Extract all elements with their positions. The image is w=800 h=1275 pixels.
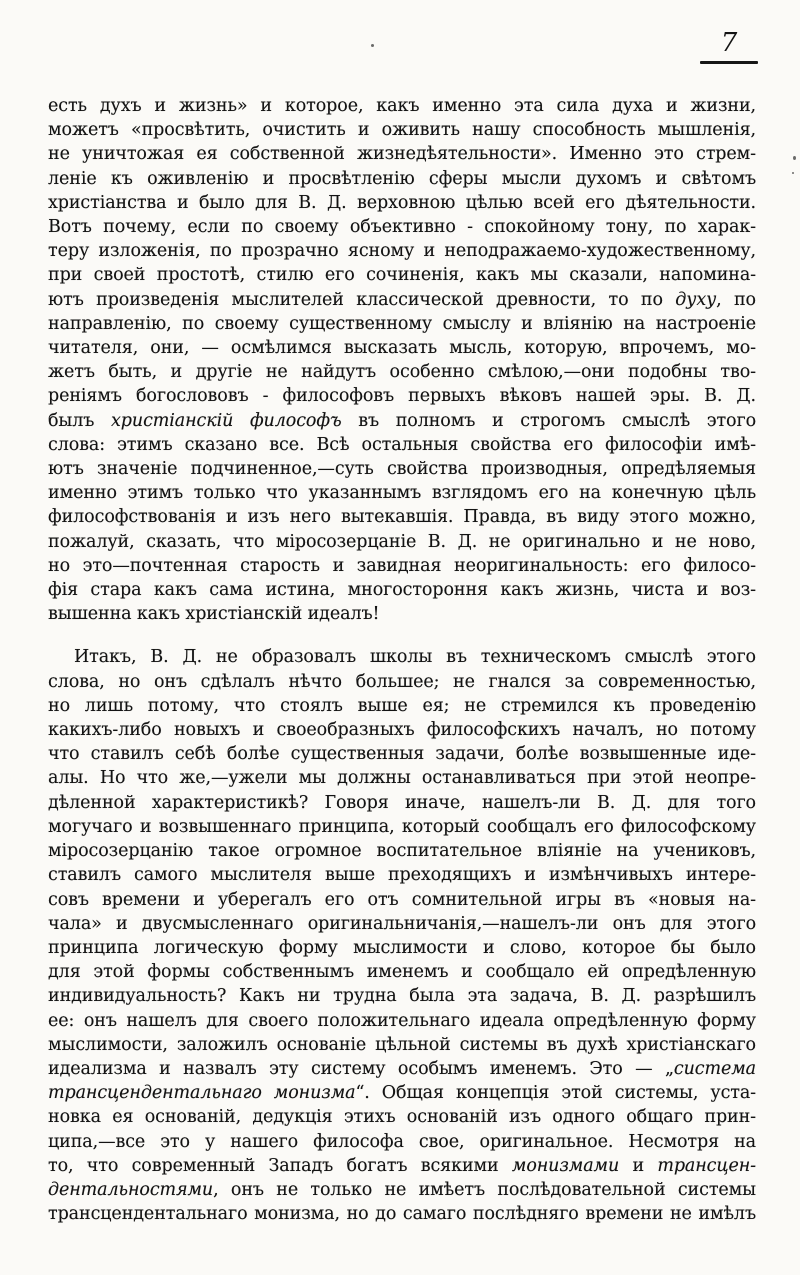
text-segment: что ставилъ себѣ болѣе существенныя задачи, болѣе возвышенные иде- [48, 744, 756, 765]
text-segment: фія стара какъ сама истина, многостороння какъ жизнь, чиста и воз- [48, 580, 756, 601]
text-segment: то, что современный Западъ богатъ всякими [48, 1155, 512, 1176]
text-segment: есть духъ и жизнь» и которое, какъ именно эта сила духа и жизни, [48, 96, 756, 116]
text-segment: при своей простотѣ, стилю его сочиненія, какъ мы сказали, напомина- [48, 265, 756, 286]
text-segment: можетъ «просвѣтить, очистить и оживить нашу способность мышленія, [48, 120, 756, 141]
page-number-block [700, 28, 758, 64]
text-segment: Итакъ, В. Д. не образовалъ школы въ техническомъ смыслѣ этого [74, 647, 756, 668]
text-line [48, 191, 756, 215]
text-segment: именно этимъ только что указаннымъ взглядомъ его на конечную цѣль [48, 483, 756, 504]
text-line [48, 167, 756, 191]
text-line [48, 263, 756, 287]
text-block [48, 94, 756, 1226]
text-segment: индивидуальность? Какъ ни трудна была эта задача, В. Д. разрѣшилъ [48, 986, 756, 1007]
text-segment: какихъ-либо новыхъ и своеобразныхъ философскихъ началъ, но потому [48, 720, 756, 741]
text-line [48, 960, 756, 984]
text-segment: ютъ произведенія мыслителей классической древности, то по [48, 289, 676, 310]
text-line [48, 1057, 756, 1081]
text-line [48, 1009, 756, 1033]
text-line [48, 1081, 756, 1105]
text-line [48, 1202, 756, 1226]
text-segment: былъ [48, 410, 112, 431]
text-segment: трансцендентальнаго монизма, но до самаго послѣдняго времени не имѣлъ [48, 1204, 756, 1225]
text-segment: не уничтожая ея собственной жизнедѣятельности». Именно это стрем- [48, 144, 756, 165]
text-line [48, 215, 756, 239]
text-line [48, 694, 756, 718]
text-segment: направленію, по своему существенному смыслу и вліянію на настроеніе [48, 313, 756, 334]
text-segment: міросозерцанію такое огромное воспитательное вліяніе на учениковъ, [48, 841, 756, 862]
text-segment: , по [716, 289, 756, 310]
text-line [48, 554, 756, 578]
text-line [48, 360, 756, 384]
text-segment: читателя, они, — осмѣлимся высказать мысль, которую, впрочемъ, мо- [48, 338, 756, 359]
text-line [48, 912, 756, 936]
text-segment: ципа,—все это у нашего философа свое, оригинальное. Несмотря на [48, 1131, 756, 1152]
text-line [48, 457, 756, 481]
text-segment: принципа логическую форму мыслимости и слово, которое бы было [48, 937, 756, 958]
italic-text: христіанскій философъ [111, 410, 342, 431]
italic-text: духу [675, 289, 717, 310]
text-line [48, 336, 756, 360]
text-segment: Вотъ почему, если по своему объективно - спокойному тону, по харак- [48, 217, 756, 238]
text-segment: пожалуй, сказать, что міросозерцаніе В. Д. не оригинально и не ново, [48, 531, 756, 552]
italic-text: трансцендентальнаго монизма [48, 1083, 356, 1104]
text-segment: идеализма и назвалъ эту систему особымъ именемъ. Это — „ [48, 1058, 674, 1079]
text-segment: ее: онъ нашелъ для своего положительнаго идеала опредѣленную форму [48, 1010, 756, 1031]
text-line [48, 645, 756, 669]
italic-text: трансцен- [657, 1155, 756, 1176]
text-line [48, 766, 756, 790]
text-segment: философствованія и изъ него вытекавшія. Правда, въ виду этого можно, [48, 507, 756, 528]
text-line [48, 888, 756, 912]
text-line [48, 1154, 756, 1178]
text-segment: но лишь потому, что стоялъ выше ея; не стремился къ проведенію [48, 695, 756, 716]
paragraph [48, 94, 756, 626]
italic-text: монизмами [511, 1155, 620, 1176]
text-line [48, 239, 756, 263]
text-segment: въ полномъ и строгомъ смыслѣ этого [341, 410, 756, 431]
text-line [48, 839, 756, 863]
italic-text: система [673, 1058, 756, 1079]
text-segment: могучаго и возвышеннаго принципа, который сообщалъ его философскому [48, 816, 756, 837]
text-segment: и [619, 1155, 658, 1176]
scan-speck [371, 44, 374, 47]
text-segment: слова: этимъ сказано все. Всѣ остальныя свойства его философіи имѣ- [48, 434, 756, 455]
text-line [48, 1178, 756, 1202]
text-segment: совъ времени и уберегалъ его отъ сомнительной игры въ «новыя на- [48, 889, 756, 910]
text-segment: для этой формы собственнымъ именемъ и сообщало ей опредѣленную [48, 962, 756, 983]
text-line [48, 936, 756, 960]
text-line [48, 433, 756, 457]
text-line [48, 742, 756, 766]
text-line [48, 118, 756, 142]
text-segment: теру изложенія, по прозрачно ясному и неподражаемо-художественному, [48, 241, 756, 262]
text-segment: но это—почтенная старость и завидная неоригинальность: его филосо- [48, 555, 756, 576]
italic-text: дентальностями [48, 1179, 214, 1200]
text-segment: леніе къ оживленію и просвѣтленію сферы мысли духомъ и свѣтомъ [48, 168, 756, 189]
text-line [48, 984, 756, 1008]
page-number: 7 [720, 28, 738, 58]
text-line [48, 288, 756, 312]
text-line [48, 1105, 756, 1129]
paragraph [48, 645, 756, 1226]
text-line [48, 409, 756, 433]
text-line [48, 578, 756, 602]
text-segment: реніямъ богослововъ - философовъ первыхъ вѣковъ нашей эры. В. Д. [48, 386, 756, 407]
text-line [48, 1033, 756, 1057]
scan-speck [792, 172, 794, 174]
text-line [48, 863, 756, 887]
text-segment: ютъ значеніе подчиненное,—суть свойства производныя, опредѣляемыя [48, 459, 756, 480]
text-segment: , онъ не только не имѣетъ послѣдовательной системы [213, 1179, 756, 1200]
scan-speck [793, 156, 796, 160]
text-line [48, 815, 756, 839]
text-segment: жетъ быть, и другіе не найдутъ особенно смѣлою,—они подобны тво- [48, 362, 756, 383]
text-line [48, 791, 756, 815]
text-segment: вышенна какъ христіанскій идеалъ! [48, 604, 380, 625]
text-segment: ставилъ самого мыслителя выше преходящихъ и измѣнчивыхъ интере- [48, 865, 756, 886]
text-segment: дѣленной характеристикѣ? Говоря иначе, нашелъ-ли В. Д. для того [48, 792, 756, 813]
text-segment: “. Общая концепція этой системы, уста- [355, 1083, 756, 1104]
text-line [48, 384, 756, 408]
text-line [48, 481, 756, 505]
text-line [48, 1130, 756, 1154]
text-line [48, 505, 756, 529]
text-segment: христіанства и было для В. Д. верховною цѣлью всей его дѣятельности. [48, 192, 756, 213]
text-line [48, 142, 756, 166]
text-segment: новка ея основаній, дедукція этихъ основаній изъ одного общаго прин- [48, 1107, 756, 1128]
text-segment: алы. Но что же,—ужели мы должны останавливаться при этой неопре- [48, 768, 756, 789]
text-line [48, 312, 756, 336]
text-line [48, 670, 756, 694]
text-line [48, 530, 756, 554]
page-number-rule [700, 61, 758, 64]
text-line [48, 94, 756, 118]
text-segment: слова, но онъ сдѣлалъ нѣчто большее; не гнался за современностью, [48, 671, 756, 692]
text-segment: мыслимости, заложилъ основаніе цѣльной системы въ духѣ христіанскаго [48, 1034, 756, 1055]
text-segment: чала» и двусмысленнаго оригинальничанія,—нашелъ-ли онъ для этого [48, 913, 756, 934]
text-line [48, 602, 756, 626]
text-line [48, 718, 756, 742]
